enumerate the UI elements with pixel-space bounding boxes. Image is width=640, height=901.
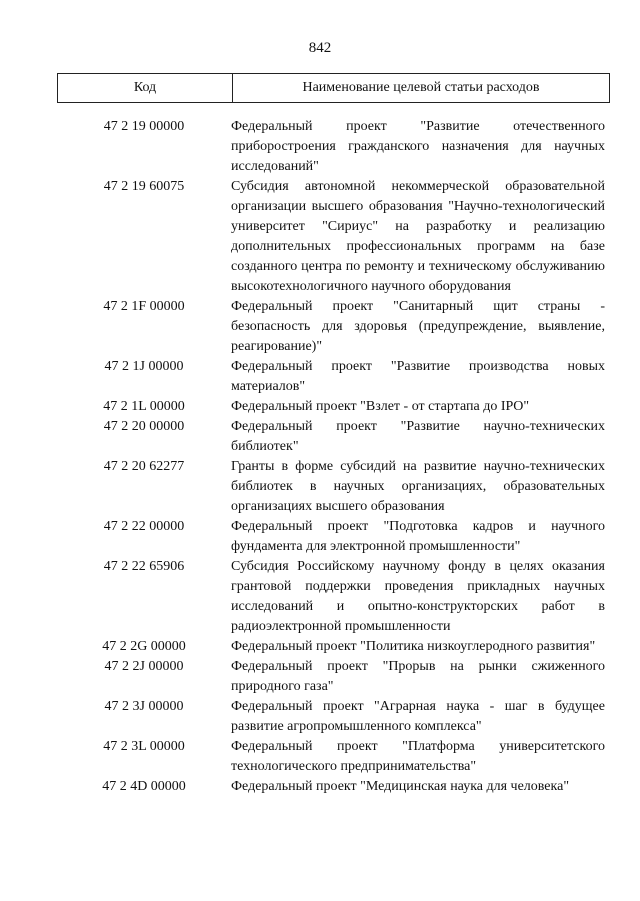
row-code: 47 2 1J 00000: [104, 359, 184, 374]
table-row: [57, 777, 610, 797]
row-description: Субсидия автономной некоммерческой образовательной организации высшего образования "Научно-технологический университет "Сириус" на разработку и реализацию дополнительных профессиональных программ на базе созданного центра по ремонту и техническому обслуживанию высокотехнологичного научного оборудования: [231, 179, 605, 294]
row-code: 47 2 2J 00000: [104, 659, 184, 674]
row-description: Федеральный проект "Платформа университетского технологического предпринимательства": [231, 739, 605, 774]
budget-items-list: [57, 117, 610, 797]
row-description: Федеральный проект "Аграрная наука - шаг в будущее развитие агропромышленного комплекса": [231, 699, 605, 734]
row-description: Федеральный проект "Санитарный щит страны - безопасность для здоровья (предупреждение, выявление, реагирование)": [231, 299, 605, 354]
row-code: 47 2 4D 00000: [102, 779, 186, 794]
row-code: 47 2 22 65906: [103, 559, 185, 574]
table-row: [57, 297, 610, 357]
row-description: Субсидия Российскому научному фонду в целях оказания грантовой поддержки проведения прикладных научных исследований и опытно-конструкторских работ в радиоэлектронной промышленности: [231, 559, 605, 634]
table-row: [57, 697, 610, 737]
table-row: [57, 397, 610, 417]
row-code: 47 2 1F 00000: [103, 299, 185, 314]
table-row: [57, 737, 610, 777]
column-header-code: Код: [58, 74, 233, 102]
row-code: 47 2 3L 00000: [103, 739, 185, 754]
row-description: Федеральный проект "Прорыв на рынки сжиженного природного газа": [231, 659, 605, 694]
table-row: [57, 357, 610, 397]
row-code: 47 2 20 62277: [103, 459, 185, 474]
row-code: 47 2 3J 00000: [104, 699, 184, 714]
row-description: Федеральный проект "Развитие научно-технических библиотек": [231, 419, 605, 454]
row-code: 47 2 22 00000: [103, 519, 185, 534]
table-row: [57, 637, 610, 657]
row-description: Федеральный проект "Взлет - от стартапа до IPO": [231, 399, 530, 414]
row-code: 47 2 2G 00000: [102, 639, 186, 654]
row-description: Федеральный проект "Медицинская наука для человека": [231, 779, 570, 794]
page-number: 842: [308, 40, 332, 56]
table-row: [57, 517, 610, 557]
table-row: [57, 117, 610, 177]
row-description: Федеральный проект "Политика низкоуглеродного развития": [231, 639, 596, 654]
table-row: [57, 457, 610, 517]
row-code: 47 2 1L 00000: [103, 399, 185, 414]
row-code: 47 2 20 00000: [103, 419, 185, 434]
table-row: [57, 657, 610, 697]
row-code: 47 2 19 00000: [103, 119, 185, 134]
column-header-name: Наименование целевой статьи расходов: [302, 80, 540, 95]
table-row: [57, 177, 610, 297]
row-description: Федеральный проект "Развитие отечественного приборостроения гражданского назначения для научных исследований": [231, 119, 605, 174]
row-description: Гранты в форме субсидий на развитие научно-технических библиотек в научных организациях, образовательных организациях высшего образования: [231, 459, 605, 514]
row-description: Федеральный проект "Развитие производства новых материалов": [231, 359, 605, 394]
row-description: Федеральный проект "Подготовка кадров и научного фундамента для электронной промышленности": [231, 519, 605, 554]
table-header: [57, 73, 610, 103]
table-row: [57, 417, 610, 457]
table-row: [57, 557, 610, 637]
row-code: 47 2 19 60075: [103, 179, 185, 194]
